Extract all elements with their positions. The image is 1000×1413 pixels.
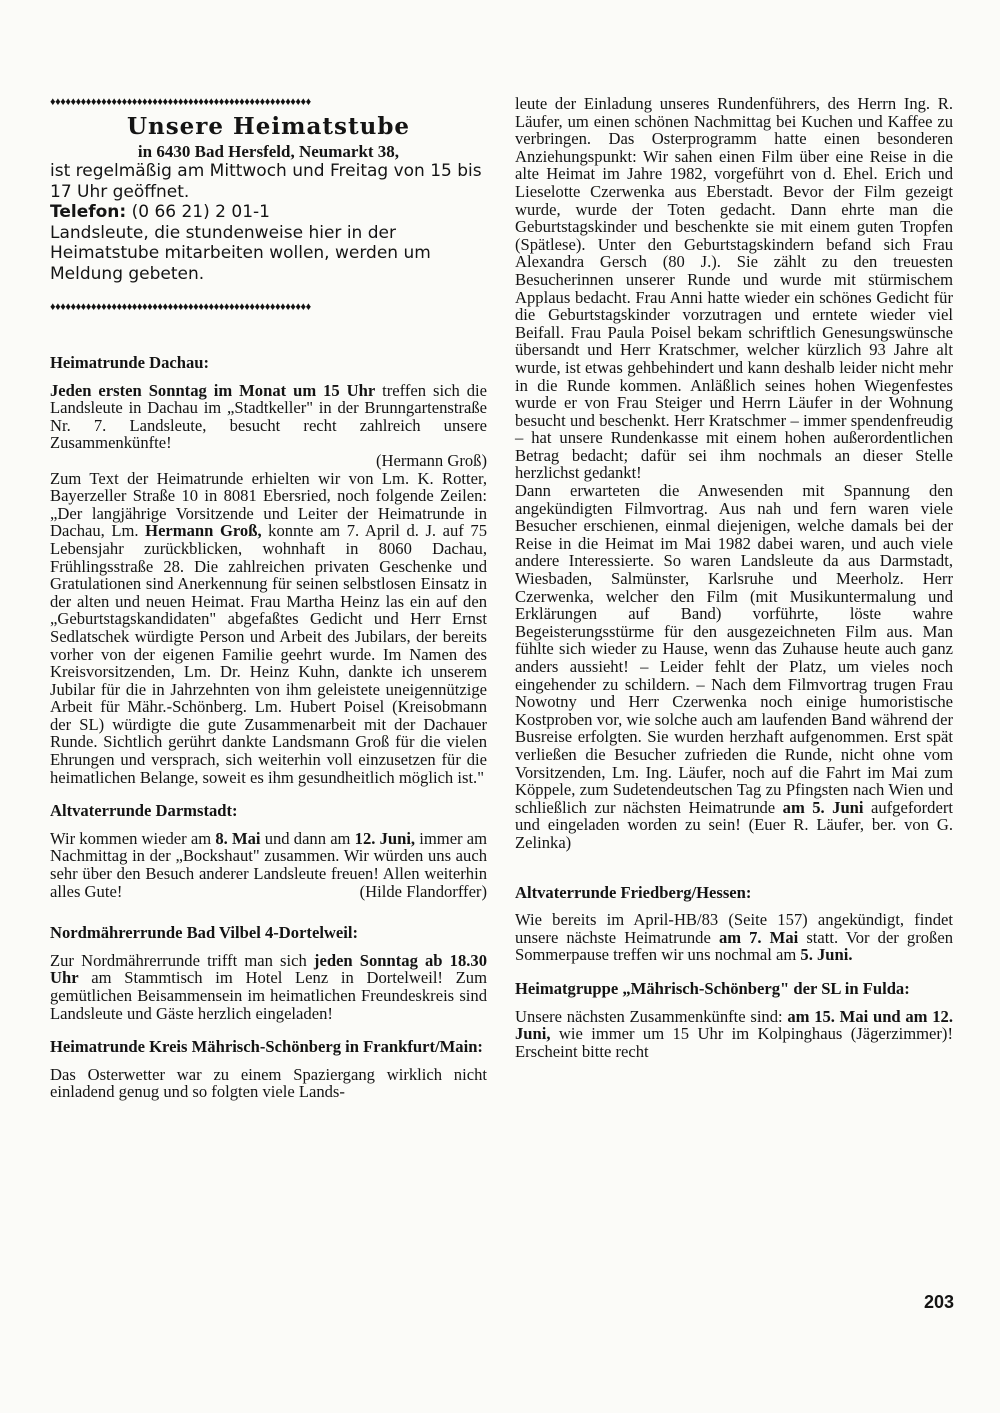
frankfurt-b1: Dann erwarteten die Anwesenden mit Spannung den angekündigten Filmvortrag. Aus nah und fern waren viele Besucher erschienen, einmal diejenigen, welche damals bei der Reise in die Heimat im Mai 1982 dabei waren, und auch viele andere Interessierte. So waren Landsleute da aus Darmstadt, Wiesbaden, Salmünster, Karlsruhe und Meerholz. Herr Czerwenka, welcher den Film (mit Musikuntermalung und Erklärungen auf Band) vorführte, löste wahre Begeisterungsstürme für den ausgezeichneten Film aus. Man fühlte sich wieder zu Hause, wenn das Zuhause heute auch ganz anders aussieht! – Leider fehlt der Platz, um vieles noch eingehender zu schildern. – Nach dem Filmvortrag trugen Frau Nowotny und Herr Czerwenka noch einige humoristische Kostproben vor, wie solche auch am laufenden Band während der Busreise erfolgten. Sie wurden herzhaft aufgenommen. Erst spät verließen die Besucher zufrieden die Runde, nicht ohne vom Vorsitzenden, Lm. Ing. Läufer, noch auf die Fahrt im Mai zum Köppele, zum Sudetendeutschen Tag zu Pfingsten nach Wien und schließlich zur nächsten Heimatrunde [515, 481, 953, 817]
darmstadt-a: Wir kommen wieder am [50, 828, 216, 848]
dachau-credit: (Hermann Groß) [375, 450, 487, 470]
box-title: Unsere Heimatstube [126, 113, 411, 140]
frankfurt-b2: aufgefordert und eingeladen worden zu sein! (Euer R. Läufer, ber. von G. Zelinka) [515, 797, 953, 852]
ornament-top: ♦♦♦♦♦♦♦♦♦♦♦♦♦♦♦♦♦♦♦♦♦♦♦♦♦♦♦♦♦♦♦♦♦♦♦♦♦♦♦♦♦♦♦♦♦♦♦♦♦♦♦ [50, 96, 311, 108]
dachau-p2-b: konnte am 7. April d. J. auf 75 Lebensjahr zurückblicken, wohnhaft in 8060 Dachau, Frühlingsstraße 28. Die zahlreichen privaten Geschenke und Gratulationen sind Anerkennung für seinen selbstlosen Einsatz in der alten und neuen Heimat. Frau Martha Heinz las ein auf den „Geburtstagskandidaten" abgefaßtes Gedicht und Herr Ernst Sedlatschek würdigte Person und Arbeit des Jubilars, der bereits vorher von der eigenen Familie geehrt wurde. Im Namen des Kreisvorsitzenden, Lm. Dr. Heinz Kuhn, dankte ich unserem Jubilar für die in Jahrzehnten von ihm geleistete uneigennützige Arbeit für Mähr.-Schönberg. Lm. Hubert Poisel (Kreisobmann der SL) würdigte die gute Zusammenarbeit mit der Dachauer Runde. Sichtlich gerührt dankte Landsmann Groß für die vielen Ehrungen und versprach, sich weiterhin voll einzusetzen für die heimatlichen Belange, soweit es ihm gesundheitlich möglich ist." [50, 521, 487, 787]
friedberg-b1: am 7. Mai [718, 927, 799, 947]
section-darmstadt [50, 802, 487, 900]
phone-label: Telefon: [50, 202, 127, 222]
dachau-p2-bold: Hermann Groß, [145, 521, 262, 541]
heading-dachau: Heimatrunde Dachau: [50, 353, 210, 372]
heading-friedberg: Altvaterrunde Friedberg/Hessen: [515, 882, 752, 902]
darmstadt-d: immer am Nachmittag in der „Bockshaut" zusammen. Wir würden uns auch sehr über den Besuch anderer Landsleute freuen! Allen weiterhin alles Gute! [50, 828, 488, 901]
box-hours: ist regelmäßig am Mittwoch und Freitag von 15 bis 17 Uhr geöffnet. [50, 161, 482, 202]
box-appeal: Landsleute, die stundenweise hier in der Heimatstube mitarbeiten wollen, werden um Meldung gebeten. [50, 222, 431, 284]
left-column [50, 95, 487, 1101]
section-dachau [50, 354, 487, 786]
vilbel-b: jeden Sonntag ab 18.30 Uhr [50, 950, 488, 988]
right-column [515, 95, 953, 1060]
heading-darmstadt: Altvaterrunde Darmstadt: [50, 801, 238, 821]
darmstadt-credit: (Hilde Flandorffer) [359, 881, 487, 901]
dachau-paragraph-1 [50, 382, 487, 470]
vilbel-c: am Stammtisch im Hotel Lenz in Dortelweil! Zum gemütlichen Beisammensein im heimatlichen Freundeskreis sind Landsleute und Gäste herzlich eingeladen! [50, 968, 487, 1023]
darmstadt-c: und dann am [260, 828, 355, 848]
section-frankfurt [50, 1038, 487, 1101]
heimatstube-box [50, 95, 487, 314]
section-fulda [515, 980, 953, 1060]
ornament-bottom: ♦♦♦♦♦♦♦♦♦♦♦♦♦♦♦♦♦♦♦♦♦♦♦♦♦♦♦♦♦♦♦♦♦♦♦♦♦♦♦♦♦♦♦♦♦♦♦♦♦♦♦ [50, 301, 311, 313]
darmstadt-b2: 12. Juni, [354, 828, 416, 848]
heading-fulda: Heimatgruppe „Mährisch-Schönberg" der SL in Fulda: [515, 978, 910, 998]
darmstadt-b1: 8. Mai [215, 828, 261, 848]
frankfurt-paragraph-start: Das Osterwetter war zu einem Spaziergang wirklich nicht einladend genug und so folgten viele Lands- [50, 1064, 487, 1102]
friedberg-c: statt. Vor der großen Sommerpause treffen wir uns nochmal am [515, 927, 953, 965]
page-number: 203 [923, 1292, 954, 1312]
frankfurt-bold: am 5. Juni [782, 797, 864, 817]
section-friedberg [515, 884, 953, 964]
box-address: in 6430 Bad Hersfeld, Neumarkt 38, [137, 142, 400, 161]
vilbel-paragraph [50, 952, 487, 1022]
darmstadt-paragraph [50, 830, 487, 900]
dachau-p1-text: treffen sich die Landsleute in Dachau im „Stadtkeller" in der Brunngartenstraße Nr. 7. Landsleute, besucht recht zahlreich unsere Zusammenkünfte! [50, 380, 487, 453]
heading-frankfurt: Heimatrunde Kreis Mährisch-Schönberg in Frankfurt/Main: [50, 1037, 483, 1057]
heading-vilbel: Nordmährerrunde Bad Vilbel 4-Dortelweil: [50, 923, 359, 943]
frankfurt-paragraph-2 [515, 482, 953, 851]
dachau-paragraph-2 [50, 470, 487, 787]
dachau-p1-bold: Jeden ersten Sonntag im Monat um 15 Uhr [50, 380, 376, 400]
fulda-c: wie immer um 15 Uhr im Kolpinghaus (Jägerzimmer)! Erscheint bitte recht [515, 1024, 953, 1061]
vilbel-a: Zur Nordmährerrunde trifft man sich [50, 950, 314, 970]
dachau-p2-a: Zum Text der Heimatrunde erhielten wir von Lm. K. Rotter, Bayerzeller Straße 10 in 8081 Ebersried, noch folgende Zeilen: „Der langjährige Vorsitzende und Leiter der Heimatrunde in Dachau, Lm. [50, 468, 487, 541]
section-vilbel [50, 924, 487, 1022]
fulda-a: Unsere nächsten Zusammenkünfte sind: [515, 1006, 788, 1026]
fulda-paragraph [515, 1008, 953, 1061]
box-phone [50, 202, 487, 223]
friedberg-b2: 5. Juni. [800, 945, 853, 965]
friedberg-a: Wie bereits im April-HB/83 (Seite 157) angekündigt, findet unsere nächste Heimatrunde [515, 910, 953, 947]
fulda-b: am 15. Mai und am 12. Juni, [515, 1006, 953, 1044]
friedberg-paragraph [515, 911, 953, 964]
phone-number: (0 66 21) 2 01-1 [126, 202, 270, 222]
frankfurt-paragraph-continued: leute der Einladung unseres Rundenführers, des Herrn Ing. R. Läufer, um einen schönen Nachmittag bei Kuchen und Kaffee zu verbringen. Das Osterprogramm hatte einen besonderen Anziehungspunkt: Wir sahen einen Film über eine Reise in die alte Heimat im Jahre 1982, vorgeführt von d. Ehel. Erich und Lieselotte Czerwenka aus Eberstadt. Bevor der Film gezeigt wurde, wurde der Toten gedacht. Dann ehrte man die Geburtstagskinder und beschenkte sie mit einem guten Tropfen (Spätlese). Unter den Geburtstagskindern befand sich Frau Alexandra Gersch (80 J.). Sie zählt zu den treuesten Besucherinnen unserer Runde und wurde mit stürmischem Applaus bedacht. Frau Anni hatte wieder ein schönes Gedicht für die Geburtstagskinder vorzutragen und erntete wieder viel Beifall. Frau Paula Poisel bekam schriftlich Genesungswünsche übersandt und Herr Kratschmer, welcher kürzlich 93 Jahre alt wurde, ist etwas gehbehindert und kann deshalb leider nicht mehr in die Runde kommen. Anläßlich seines hohen Wiegenfestes wurde er von Frau Steiger und Herrn Läufer in der Wohnung besucht und beschenkt. Herr Kratschmer – immer spendenfreudig – hat unsere Rundenkasse mit einem hohen außerordentlichen Betrag bedacht; dafür sei ihm nochmals an dieser Stelle herzlichst gedankt! [515, 94, 953, 483]
